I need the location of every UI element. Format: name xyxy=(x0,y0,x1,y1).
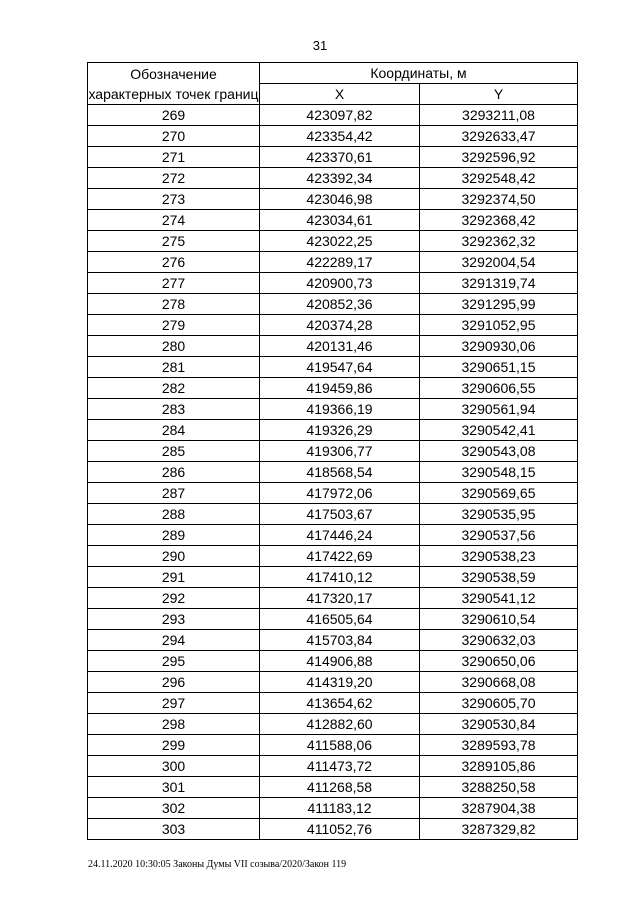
table-row xyxy=(88,420,578,441)
cell-y: 3290930,06 xyxy=(420,336,578,357)
table-body xyxy=(88,105,578,840)
cell-y: 3290605,70 xyxy=(420,693,578,714)
cell-point: 271 xyxy=(88,147,260,168)
coordinates-table xyxy=(87,62,578,840)
cell-x: 422289,17 xyxy=(260,252,420,273)
cell-x: 419459,86 xyxy=(260,378,420,399)
cell-x: 411473,72 xyxy=(260,756,420,777)
table-row xyxy=(88,294,578,315)
table-row xyxy=(88,588,578,609)
cell-point: 289 xyxy=(88,525,260,546)
cell-x: 413654,62 xyxy=(260,693,420,714)
cell-x: 411588,06 xyxy=(260,735,420,756)
cell-point: 287 xyxy=(88,483,260,504)
cell-point: 290 xyxy=(88,546,260,567)
cell-x: 411183,12 xyxy=(260,798,420,819)
cell-point: 277 xyxy=(88,273,260,294)
table-row xyxy=(88,441,578,462)
cell-y: 3290541,12 xyxy=(420,588,578,609)
cell-point: 274 xyxy=(88,210,260,231)
cell-point: 273 xyxy=(88,189,260,210)
cell-y: 3290548,15 xyxy=(420,462,578,483)
cell-x: 411052,76 xyxy=(260,819,420,840)
cell-x: 423354,42 xyxy=(260,126,420,147)
cell-point: 300 xyxy=(88,756,260,777)
cell-y: 3290538,23 xyxy=(420,546,578,567)
table-row xyxy=(88,105,578,126)
cell-x: 411268,58 xyxy=(260,777,420,798)
cell-y: 3290530,84 xyxy=(420,714,578,735)
table-row xyxy=(88,630,578,651)
table-row xyxy=(88,546,578,567)
cell-y: 3288250,58 xyxy=(420,777,578,798)
cell-point: 278 xyxy=(88,294,260,315)
cell-y: 3287904,38 xyxy=(420,798,578,819)
cell-y: 3292368,42 xyxy=(420,210,578,231)
cell-y: 3290561,94 xyxy=(420,399,578,420)
page-number: 31 xyxy=(312,38,328,53)
cell-point: 283 xyxy=(88,399,260,420)
cell-point: 299 xyxy=(88,735,260,756)
cell-y: 3290632,03 xyxy=(420,630,578,651)
cell-y: 3290650,06 xyxy=(420,651,578,672)
cell-y: 3291052,95 xyxy=(420,315,578,336)
cell-x: 423097,82 xyxy=(260,105,420,126)
table-row xyxy=(88,798,578,819)
cell-y: 3290651,15 xyxy=(420,357,578,378)
cell-x: 420900,73 xyxy=(260,273,420,294)
table-row xyxy=(88,147,578,168)
cell-point: 296 xyxy=(88,672,260,693)
cell-point: 269 xyxy=(88,105,260,126)
cell-x: 420852,36 xyxy=(260,294,420,315)
table-row xyxy=(88,462,578,483)
table-row xyxy=(88,651,578,672)
table-row xyxy=(88,714,578,735)
cell-x: 414906,88 xyxy=(260,651,420,672)
cell-x: 420131,46 xyxy=(260,336,420,357)
cell-x: 412882,60 xyxy=(260,714,420,735)
cell-point: 279 xyxy=(88,315,260,336)
cell-point: 298 xyxy=(88,714,260,735)
cell-y: 3290535,95 xyxy=(420,504,578,525)
cell-point: 295 xyxy=(88,651,260,672)
cell-y: 3291295,99 xyxy=(420,294,578,315)
cell-x: 419306,77 xyxy=(260,441,420,462)
cell-x: 423022,25 xyxy=(260,231,420,252)
cell-point: 276 xyxy=(88,252,260,273)
cell-y: 3292548,42 xyxy=(420,168,578,189)
cell-point: 280 xyxy=(88,336,260,357)
cell-y: 3290610,54 xyxy=(420,609,578,630)
table-row xyxy=(88,504,578,525)
cell-point: 297 xyxy=(88,693,260,714)
table-row xyxy=(88,483,578,504)
cell-x: 417503,67 xyxy=(260,504,420,525)
table-row xyxy=(88,336,578,357)
cell-y: 3290542,41 xyxy=(420,420,578,441)
table-row xyxy=(88,273,578,294)
table-row xyxy=(88,693,578,714)
cell-point: 272 xyxy=(88,168,260,189)
header-y: Y xyxy=(420,84,578,105)
table-row xyxy=(88,399,578,420)
cell-point: 293 xyxy=(88,609,260,630)
cell-x: 423392,34 xyxy=(260,168,420,189)
cell-point: 281 xyxy=(88,357,260,378)
cell-point: 291 xyxy=(88,567,260,588)
table-row xyxy=(88,252,578,273)
cell-point: 275 xyxy=(88,231,260,252)
cell-point: 302 xyxy=(88,798,260,819)
cell-x: 420374,28 xyxy=(260,315,420,336)
table-row xyxy=(88,735,578,756)
header-point-designation: Обозначение характерных точек границ xyxy=(88,63,260,105)
cell-y: 3291319,74 xyxy=(420,273,578,294)
cell-x: 417320,17 xyxy=(260,588,420,609)
table-row xyxy=(88,315,578,336)
cell-y: 3292633,47 xyxy=(420,126,578,147)
table-row xyxy=(88,231,578,252)
footer-stamp: 24.11.2020 10:30:05 Законы Думы VII созыва/2020/Закон 119 xyxy=(88,859,347,870)
cell-y: 3292374,50 xyxy=(420,189,578,210)
cell-x: 414319,20 xyxy=(260,672,420,693)
table-row xyxy=(88,525,578,546)
table-row xyxy=(88,672,578,693)
table-row xyxy=(88,777,578,798)
cell-x: 423046,98 xyxy=(260,189,420,210)
cell-x: 416505,64 xyxy=(260,609,420,630)
header-x: X xyxy=(260,84,420,105)
table-row xyxy=(88,378,578,399)
cell-x: 419547,64 xyxy=(260,357,420,378)
cell-x: 423370,61 xyxy=(260,147,420,168)
table-row xyxy=(88,189,578,210)
cell-x: 419366,19 xyxy=(260,399,420,420)
cell-x: 417410,12 xyxy=(260,567,420,588)
table-row xyxy=(88,168,578,189)
cell-y: 3290569,65 xyxy=(420,483,578,504)
cell-y: 3292596,92 xyxy=(420,147,578,168)
cell-y: 3292004,54 xyxy=(420,252,578,273)
cell-y: 3290543,08 xyxy=(420,441,578,462)
cell-point: 284 xyxy=(88,420,260,441)
cell-y: 3289105,86 xyxy=(420,756,578,777)
cell-point: 301 xyxy=(88,777,260,798)
cell-y: 3287329,82 xyxy=(420,819,578,840)
cell-y: 3290606,55 xyxy=(420,378,578,399)
cell-y: 3290538,59 xyxy=(420,567,578,588)
table-row xyxy=(88,819,578,840)
cell-point: 292 xyxy=(88,588,260,609)
cell-point: 303 xyxy=(88,819,260,840)
table-row xyxy=(88,567,578,588)
cell-y: 3293211,08 xyxy=(420,105,578,126)
header-coordinates: Координаты, м xyxy=(260,63,578,84)
table-row xyxy=(88,756,578,777)
cell-x: 419326,29 xyxy=(260,420,420,441)
cell-point: 288 xyxy=(88,504,260,525)
cell-point: 286 xyxy=(88,462,260,483)
cell-y: 3289593,78 xyxy=(420,735,578,756)
cell-point: 294 xyxy=(88,630,260,651)
cell-x: 417422,69 xyxy=(260,546,420,567)
cell-y: 3292362,32 xyxy=(420,231,578,252)
table-row xyxy=(88,357,578,378)
cell-y: 3290537,56 xyxy=(420,525,578,546)
cell-y: 3290668,08 xyxy=(420,672,578,693)
cell-x: 415703,84 xyxy=(260,630,420,651)
table-row xyxy=(88,609,578,630)
cell-x: 417446,24 xyxy=(260,525,420,546)
table-row xyxy=(88,126,578,147)
cell-x: 418568,54 xyxy=(260,462,420,483)
cell-x: 423034,61 xyxy=(260,210,420,231)
cell-point: 282 xyxy=(88,378,260,399)
cell-point: 285 xyxy=(88,441,260,462)
cell-x: 417972,06 xyxy=(260,483,420,504)
cell-point: 270 xyxy=(88,126,260,147)
table-row xyxy=(88,210,578,231)
